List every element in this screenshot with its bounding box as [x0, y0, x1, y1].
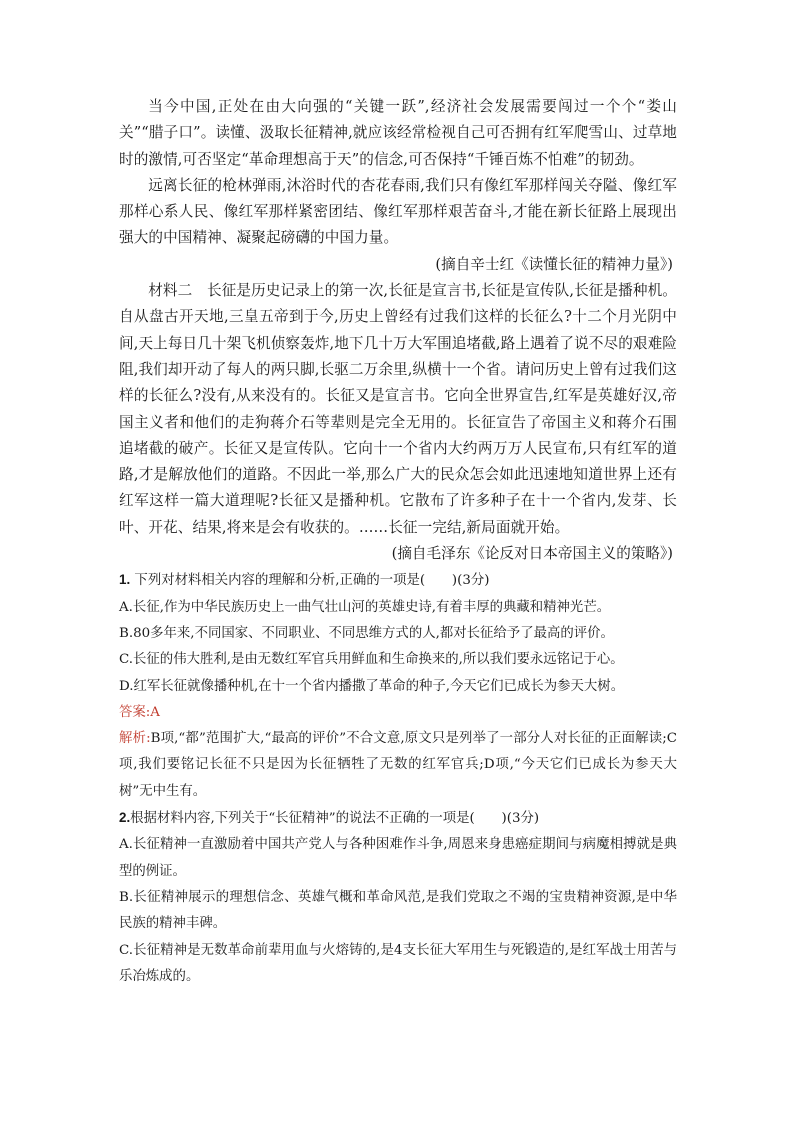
- question-1: [119, 567, 677, 805]
- question-1-option-b: B.80多年来,不同国家、不同职业、不同思维方式的人,都对长征给予了最高的评价。: [119, 625, 614, 641]
- question-1-option-d: D.红军长征就像播种机,在十一个省内播撒了革命的种子,今天它们已成长为参天大树。: [119, 678, 625, 694]
- question-1-analysis-text: B项,“都”范围扩大,“最高的评价”不合文意,原文只是列举了一部分人对长征的正面解读;C项,我们要铭记长征不只是因为长征牺牲了无数的红军官兵;D项,“今天它们已成长为参天大树”无中生有。: [119, 731, 678, 799]
- material1-paragraph-2: 远离长征的枪林弹雨,沐浴时代的杏花春雨,我们只有像红军那样闯关夺隘、像红军那样心系人民、像红军那样紧密团结、像红军那样艰苦奋斗,才能在新长征路上展现出强大的中国精神、凝聚起磅礴的中国力量。: [119, 176, 677, 247]
- question-1-analysis: [119, 726, 677, 805]
- question-2-stem: 根据材料内容,下列关于“长征精神”的说法不正确的一项是( )(3分): [130, 811, 540, 827]
- question-1-answer: 答案:A: [119, 704, 160, 720]
- question-1-option-c: C.长征的伟大胜利,是由无数红军官兵用鲜血和生命换来的,所以我们要永远铭记于心。: [119, 652, 624, 668]
- question-1-option-a: A.长征,作为中华民族历史上一曲气壮山河的英雄史诗,有着丰厚的典藏和精神光芒。: [119, 599, 611, 615]
- question-2-option-c: C.长征精神是无数革命前辈用血与火熔铸的,是4支长征大军用生与死锻造的,是红军战士用苦与乐冶炼成的。: [119, 942, 677, 984]
- question-1-stem: 下列对材料相关内容的理解和分析,正确的一项是( )(3分): [130, 573, 490, 589]
- question-2: [119, 805, 677, 990]
- question-2-stem-line: [119, 805, 677, 832]
- question-2-number: 2.: [119, 810, 131, 826]
- material1-paragraph-1: 当今中国,正处在由大向强的“关键一跃”,经济社会发展需要闯过一个个“娄山关”“腊子口”。读懂、汲取长征精神,就应该经常检视自己可否拥有红军爬雪山、过草地时的激情,可否坚定“革命理想高于天”的信念,可否保持“千锤百炼不怕难”的韧劲。: [119, 98, 677, 168]
- material2-source: (摘自毛泽东《论反对日本帝国主义的策略》): [391, 545, 673, 563]
- question-2-option-a: A.长征精神一直激励着中国共产党人与各种困难作斗争,周恩来身患癌症期间与病魔相搏就是典型的例证。: [119, 837, 677, 879]
- question-2-option-b: B.长征精神展示的理想信念、英雄气概和革命风范,是我们党取之不竭的宝贵精神资源,是中华民族的精神丰碑。: [119, 889, 677, 932]
- question-1-stem-line: [119, 567, 677, 594]
- question-1-analysis-label: 解析:: [119, 731, 151, 747]
- material2-paragraph: 材料二 长征是历史记录上的第一次,长征是宣言书,长征是宣传队,长征是播种机。自从盘古开天地,三皇五帝到于今,历史上曾经有过我们这样的长征么?十二个月光阴中间,天上每日几十架飞机侦察轰炸,地下几十万大军围追堵截,路上遇着了说不尽的艰难险阻,我们却开动了每人的两只脚,长驱二万余里,纵横十一个省。请问历史上曾有过我们这样的长征么?没有,从来没有的。长征又是宣言书。它向全世界宣告,红军是英雄好汉,帝国主义者和他们的走狗蒋介石等辈则是完全无用的。长征宣告了帝国主义和蒋介石围追堵截的破产。长征又是宣传队。它向十一个省内大约两万万人民宣布,只有红军的道路,才是解放他们的道路。不因此一举,那么广大的民众怎会如此迅速地知道世界上还有红军这样一篇大道理呢?长征又是播种机。它散布了许多种子在十一个省内,发芽、长叶、开花、结果,将来是会有收获的。……长征一完结,新局面就开始。: [119, 282, 677, 536]
- material1-source: (摘自辛士红《读懂长征的精神力量》): [435, 255, 673, 273]
- question-1-number: 1.: [119, 572, 131, 588]
- document-page: [119, 94, 677, 990]
